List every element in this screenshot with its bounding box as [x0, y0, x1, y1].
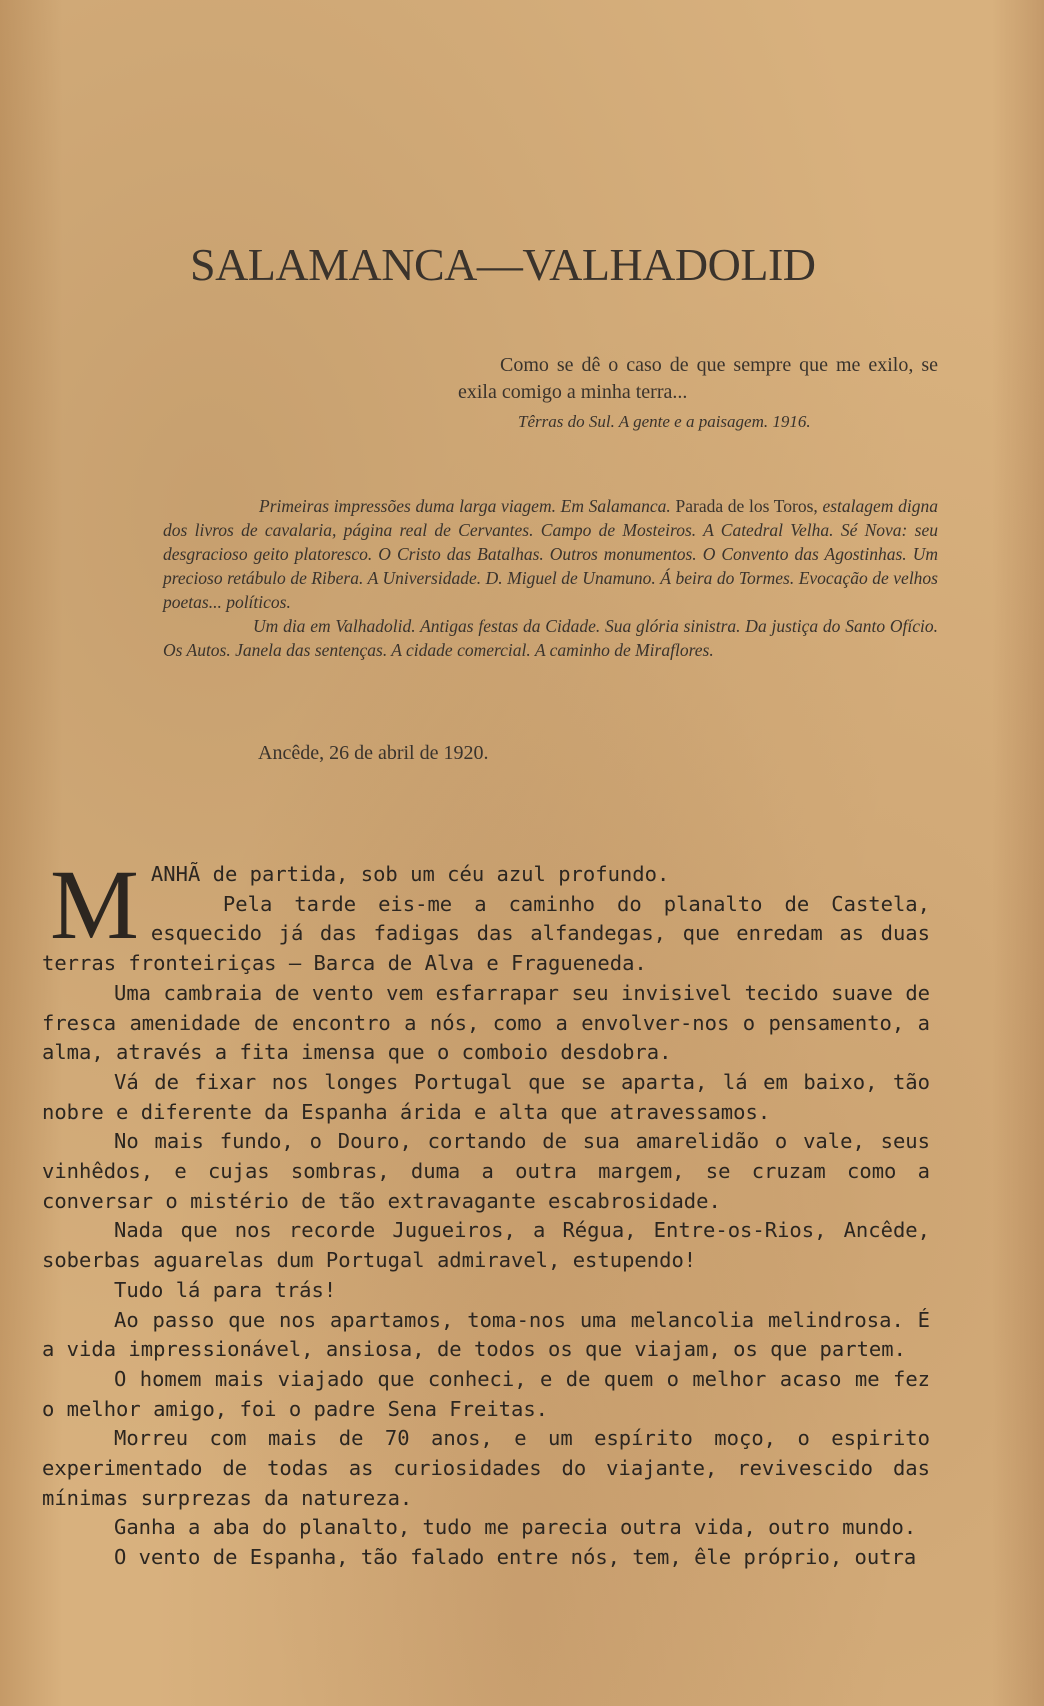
body-paragraph: Morreu com mais de 70 anos, e um espírito moço, o espirito experimentado de todas as curiosidades do viajante, revivescido das mínimas surprezas da natureza.: [42, 1426, 930, 1510]
summary-paragraph-1: [163, 494, 938, 614]
body-paragraph: Vá de fixar nos longes Portugal que se aparta, lá em baixo, tão nobre e diferente da Espanha árida e alta que atravessamos.: [42, 1069, 930, 1124]
summary-paragraph-2: Um dia em Valhadolid. Antigas festas da Cidade. Sua glória sinistra. Da justiça do Santo Ofício. Os Autos. Janela das sentenças. A cidade comercial. A caminho de Miraflores.: [163, 616, 938, 660]
drop-cap: M: [50, 849, 139, 960]
body-paragraph: Uma cambraia de vento vem esfarrapar seu invisivel tecido suave de fresca amenidade de encontro a nós, como a envolver-nos o pensamento, a alma, através a fita imensa que o comboio desdobra.: [42, 980, 930, 1065]
body-paragraph: Ao passo que nos apartamos, toma-nos uma melancolia melindrosa. É a vida impressionável, ansiosa, de todos os que viajam, os que partem.: [42, 1307, 930, 1362]
chapter-summary: [163, 494, 938, 662]
summary-fragment: estalagem digna dos livros de cavalaria, página real de Cervantes. Campo de Mosteiros. A Catedral Velha. Sé Nova: seu desgracioso geito platoresco. O Cristo das Batalhas. Outros monumentos. O Convento das Agostinhas. Um precioso retábulo de Ribera. A Universidade. D. Miguel de Unamuno. Á beira do Tormes. Evocação de velhos poetas... políticos.: [163, 496, 938, 612]
body-paragraph: Tudo lá para trás!: [114, 1277, 337, 1302]
body-text: [42, 849, 930, 1573]
summary-fragment: Primeiras impressões duma larga viagem. Em Salamanca.: [259, 496, 676, 516]
epigraph-source: Têrras do Sul. A gente e a paisagem. 1916.: [518, 412, 811, 431]
body-paragraph: Pela tarde eis-me a caminho do planalto de Castela, esquecido já das fadigas das alfandegas, que enredam as duas terras fronteiriças — Barca de Alva e Fragueneda.: [42, 891, 930, 976]
first-paragraph-text: ANHÃ de partida, sob um céu azul profundo.: [150, 862, 670, 886]
body-paragraph: O vento de Espanha, tão falado entre nós, tem, êle próprio, outra: [114, 1545, 917, 1570]
chapter-title: SALAMANCA—VALHADOLID: [190, 239, 816, 290]
body-paragraph: O homem mais viajado que conheci, e de quem o melhor acaso me fez o melhor amigo, foi o padre Sena Freitas.: [42, 1366, 930, 1421]
body-paragraph: Nada que nos recorde Jugueiros, a Régua, Entre-os-Rios, Ancêde, soberbas aguarelas dum Portugal admiravel, estupendo!: [42, 1218, 930, 1273]
epigraph: [458, 352, 938, 406]
body-paragraph: Ganha a aba do planalto, tudo me parecia outra vida, outro mundo.: [114, 1515, 917, 1540]
summary-fragment: Parada de los Toros,: [675, 496, 823, 516]
body-paragraph: No mais fundo, o Douro, cortando de sua amarelidão o vale, seus vinhêdos, e cujas sombras, duma a outra margem, se cruzam como a conversar o mistério de tão extravagante escabrosidade.: [42, 1129, 930, 1213]
dateline: Ancêde, 26 de abril de 1920.: [258, 742, 489, 764]
epigraph-text: Como se dê o caso de que sempre que me exilo, se exila comigo a minha terra...: [458, 354, 938, 403]
